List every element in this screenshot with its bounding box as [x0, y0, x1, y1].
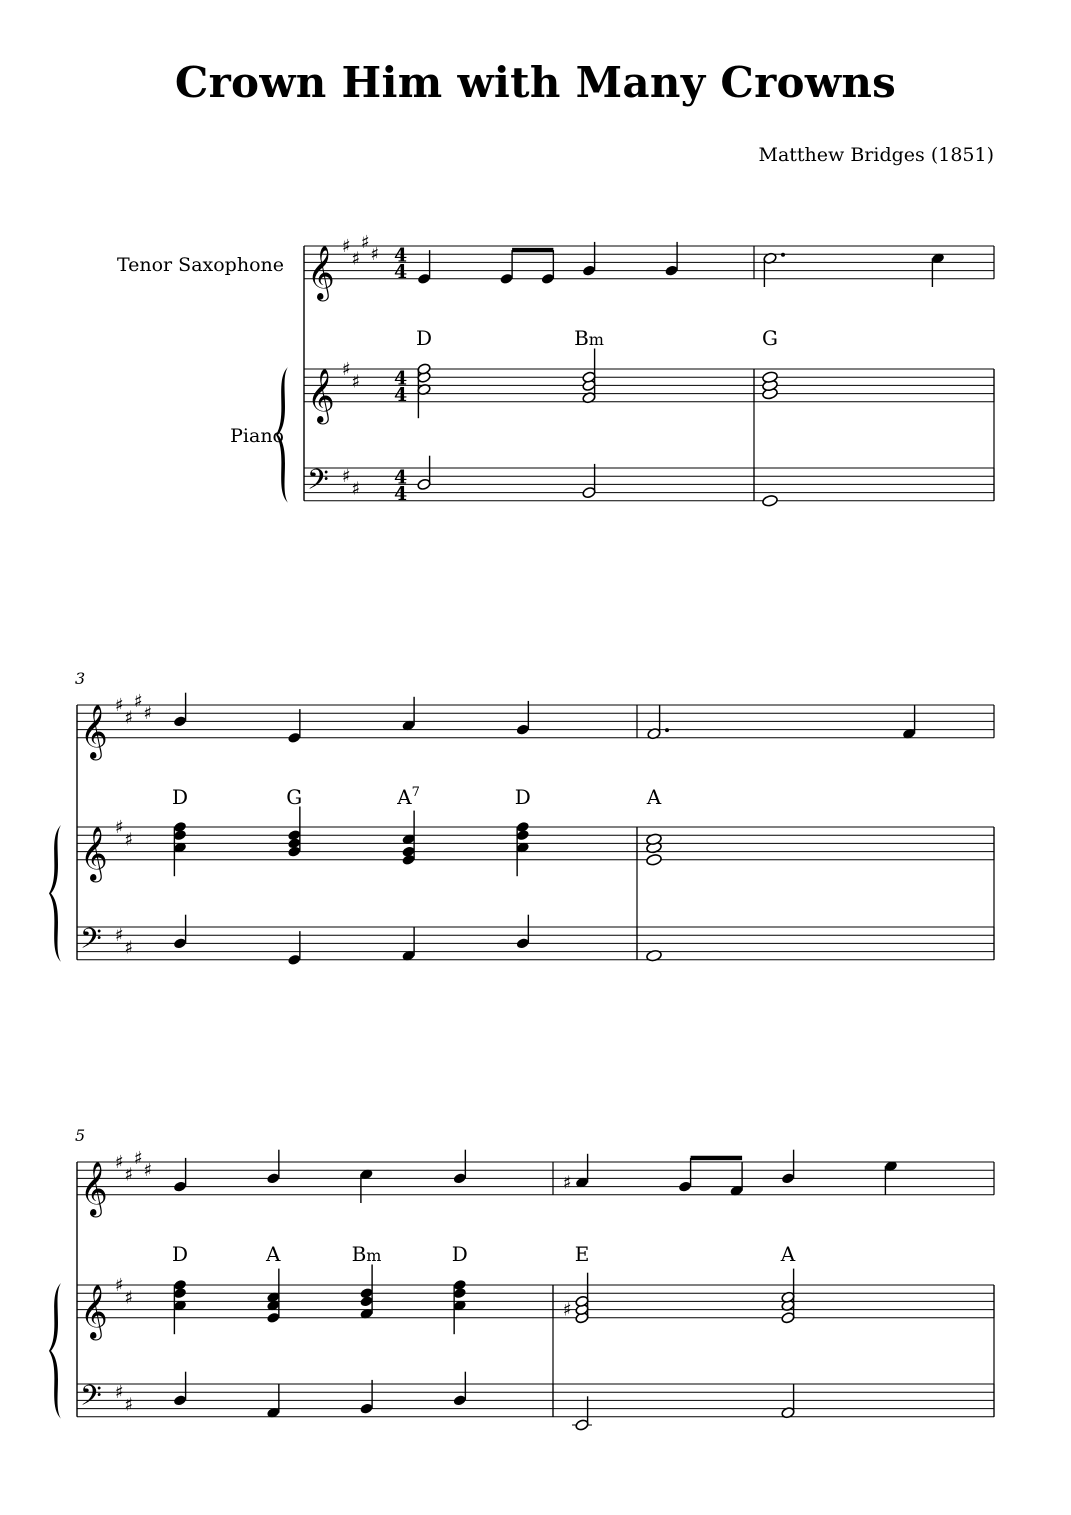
chord-symbol: E	[574, 1242, 590, 1266]
chord-symbol: D	[514, 785, 531, 809]
chord-symbol: D	[451, 1242, 468, 1266]
key-signature-sharp: ♯	[351, 248, 361, 270]
time-signature-top: 4	[394, 367, 408, 390]
chord-symbol: D	[415, 326, 433, 350]
chord-symbol: A	[266, 1242, 281, 1266]
sax-note-dot	[665, 728, 669, 732]
time-signature-top: 4	[394, 244, 408, 267]
key-signature-sharp: ♯	[361, 231, 370, 253]
time-signature-top: 4	[394, 466, 408, 489]
key-signature-sharp: ♯	[115, 925, 124, 947]
bass-clef-icon: 𝄢	[80, 922, 102, 963]
key-signature-sharp: ♯	[124, 1287, 134, 1309]
key-signature-sharp: ♯	[124, 829, 134, 851]
chord-symbol: D	[171, 1242, 189, 1266]
treble-clef-icon: 𝄞	[80, 1160, 108, 1216]
score-title: Crown Him with Many Crowns	[174, 58, 897, 107]
key-signature-sharp: ♯	[115, 1152, 124, 1173]
sax-note-dot	[781, 253, 785, 257]
chord-symbol: G	[286, 785, 303, 809]
key-signature-sharp: ♯	[134, 1147, 143, 1169]
treble-clef-icon: 𝄞	[80, 1283, 108, 1339]
bass-clef-icon: 𝄢	[80, 1379, 102, 1420]
key-signature-sharp: ♯	[370, 244, 380, 266]
time-signature-bottom: 4	[394, 383, 408, 406]
time-signature-bottom: 4	[394, 482, 408, 505]
measure-number: 3	[75, 669, 86, 688]
key-signature-sharp: ♯	[143, 703, 153, 725]
composer-credit: Matthew Bridges (1851)	[758, 144, 994, 166]
key-signature-sharp: ♯	[342, 466, 351, 488]
chord-symbol: G	[762, 326, 778, 350]
key-signature-sharp: ♯	[124, 707, 134, 729]
rh-note-notehead	[646, 853, 662, 866]
key-signature-sharp: ♯	[143, 1160, 153, 1182]
chord-symbol: Bm	[351, 1242, 382, 1266]
key-signature-sharp: ♯	[124, 937, 134, 959]
chord-symbol: D	[171, 785, 189, 809]
measure-number: 5	[75, 1126, 86, 1145]
piano-brace	[49, 825, 61, 962]
chord-symbol: A	[780, 1242, 796, 1266]
key-signature-sharp: ♯	[115, 817, 124, 838]
key-signature-sharp: ♯	[115, 695, 124, 716]
treble-clef-icon: 𝄞	[80, 703, 108, 759]
treble-clef-icon: 𝄞	[307, 244, 335, 300]
instrument-name-sax: Tenor Saxophone	[116, 254, 284, 276]
treble-clef-icon: 𝄞	[80, 825, 108, 881]
key-signature-sharp: ♯	[351, 371, 361, 393]
instrument-name-piano: Piano	[230, 424, 284, 447]
key-signature-sharp: ♯	[134, 690, 143, 712]
bass-clef-icon: 𝄢	[307, 463, 329, 504]
key-signature-sharp: ♯	[124, 1394, 134, 1416]
treble-clef-icon: 𝄞	[307, 367, 335, 423]
chord-symbol: A	[646, 785, 662, 809]
time-signature-bottom: 4	[394, 260, 408, 283]
piano-brace	[49, 1283, 61, 1419]
key-signature-sharp: ♯	[342, 236, 351, 257]
key-signature-sharp: ♯	[342, 359, 351, 380]
key-signature-sharp: ♯	[115, 1275, 124, 1296]
chord-symbol: Bm	[574, 326, 604, 350]
rh-note-sharp: ♯	[563, 1299, 572, 1321]
chord-symbol: $A^7$	[397, 785, 420, 809]
key-signature-sharp: ♯	[351, 478, 361, 500]
lh-note-notehead	[762, 494, 778, 507]
key-signature-sharp: ♯	[124, 1164, 134, 1186]
sax-note-sharp: ♯	[563, 1172, 572, 1194]
key-signature-sharp: ♯	[115, 1382, 124, 1404]
